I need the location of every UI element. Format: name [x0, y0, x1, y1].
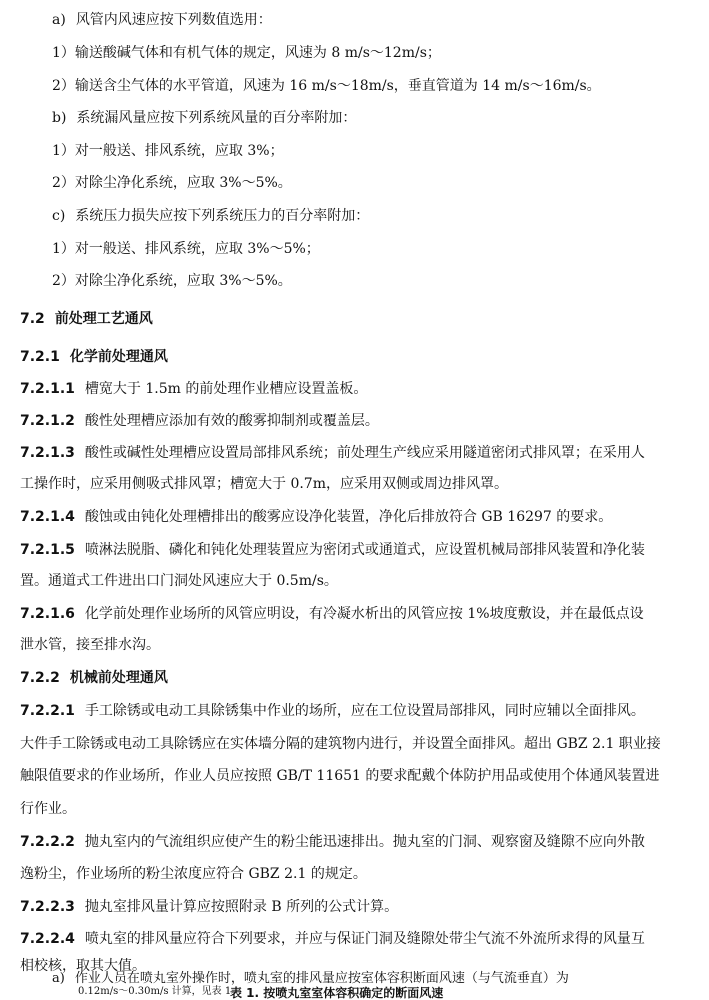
list-item-1: 1）对一般送、排风系统，应取 3%； [52, 143, 284, 159]
list-item-a: a) 作业人员在喷丸室外操作时，喷丸室的排风量应按室体容积断面风速（与气流垂直）为 [52, 971, 569, 986]
list-item-2: 2）对除尘净化系统，应取 3%～5%。 [52, 273, 292, 289]
clause-continuation: 泄水管，接至排水沟。 [20, 637, 160, 653]
list-item-b: b) 系统漏风量应按下列系统风量的百分率附加： [52, 110, 357, 126]
clause-continuation: 行作业。 [20, 801, 76, 817]
clause-continuation: 工操作时，应采用侧吸式排风罩；槽宽大于 0.7m，应采用双侧或周边排风罩。 [20, 476, 508, 492]
clause-7-2-1-1: 7.2.1.1 槽宽大于 1.5m 的前处理作业槽应设置盖板。 [20, 381, 368, 397]
list-item-2: 2）输送含尘气体的水平管道，风速为 16 m/s～18m/s，垂直管道为 14 m/s～16m/s。 [52, 78, 601, 94]
section-heading-7-2: 7.2 前处理工艺通风 [20, 311, 153, 327]
clause-7-2-2-2: 7.2.2.2 抛丸室内的气流组织应使产生的粉尘能迅速排出。抛丸室的门洞、观察窗及缝隙不应向外散 [20, 834, 645, 850]
clause-7-2-1-6: 7.2.1.6 化学前处理作业场所的风管应明设，有冷凝水析出的风管应按 1%坡度敷设，并在最低点设 [20, 606, 644, 622]
clause-7-2-1-2: 7.2.1.2 酸性处理槽应添加有效的酸雾抑制剂或覆盖层。 [20, 413, 379, 429]
list-item-continuation: 0.12m/s～0.30m/s 计算，见表 1。 [78, 986, 242, 997]
clause-7-2-2-4: 7.2.2.4 喷丸室的排风量应符合下列要求，并应与保证门洞及缝隙处带尘气流不外流所求得的风量互 [20, 931, 645, 947]
table-caption: 表 1. 按喷丸室室体容积确定的断面风速 [230, 986, 444, 1000]
clause-7-2-2-1: 7.2.2.1 手工除锈或电动工具除锈集中作业的场所，应在工位设置局部排风，同时应辅以全面排风。 [20, 703, 645, 719]
list-item-c: c) 系统压力损失应按下列系统压力的百分率附加： [52, 208, 370, 224]
clause-continuation: 逸粉尘，作业场所的粉尘浓度应符合 GBZ 2.1 的规定。 [20, 866, 367, 882]
section-heading-7-2-1: 7.2.1 化学前处理通风 [20, 349, 168, 365]
list-item-2: 2）对除尘净化系统，应取 3%～5%。 [52, 175, 292, 191]
list-item-1: 1）输送酸碱气体和有机气体的规定，风速为 8 m/s～12m/s； [52, 45, 441, 61]
clause-7-2-1-3: 7.2.1.3 酸性或碱性处理槽应设置局部排风系统；前处理生产线应采用隧道密闭式排风罩；在采用人 [20, 445, 645, 461]
clause-continuation: 置。通道式工件进出口门洞处风速应大于 0.5m/s。 [20, 573, 338, 589]
clause-7-2-1-5: 7.2.1.5 喷淋法脱脂、磷化和钝化处理装置应为密闭式或通道式，应设置机械局部排风装置和净化装 [20, 542, 645, 558]
clause-7-2-2-3: 7.2.2.3 抛丸室排风量计算应按照附录 B 所列的公式计算。 [20, 899, 399, 915]
clause-continuation: 相校核，取其大值。 [20, 958, 146, 974]
section-heading-7-2-2: 7.2.2 机械前处理通风 [20, 670, 168, 686]
clause-continuation: 触限值要求的作业场所，作业人员应按照 GB/T 11651 的要求配戴个体防护用品或使用个体通风装置进 [20, 768, 660, 784]
clause-continuation: 大件手工除锈或电动工具除锈应在实体墙分隔的建筑物内进行，并设置全面排风。超出 GBZ 2.1 职业接 [20, 736, 661, 752]
list-item-a: a) 风管内风速应按下列数值选用： [52, 12, 272, 28]
list-item-1: 1）对一般送、排风系统，应取 3%～5%； [52, 241, 320, 257]
clause-7-2-1-4: 7.2.1.4 酸蚀或由钝化处理槽排出的酸雾应设净化装置，净化后排放符合 GB 16297 的要求。 [20, 509, 613, 525]
